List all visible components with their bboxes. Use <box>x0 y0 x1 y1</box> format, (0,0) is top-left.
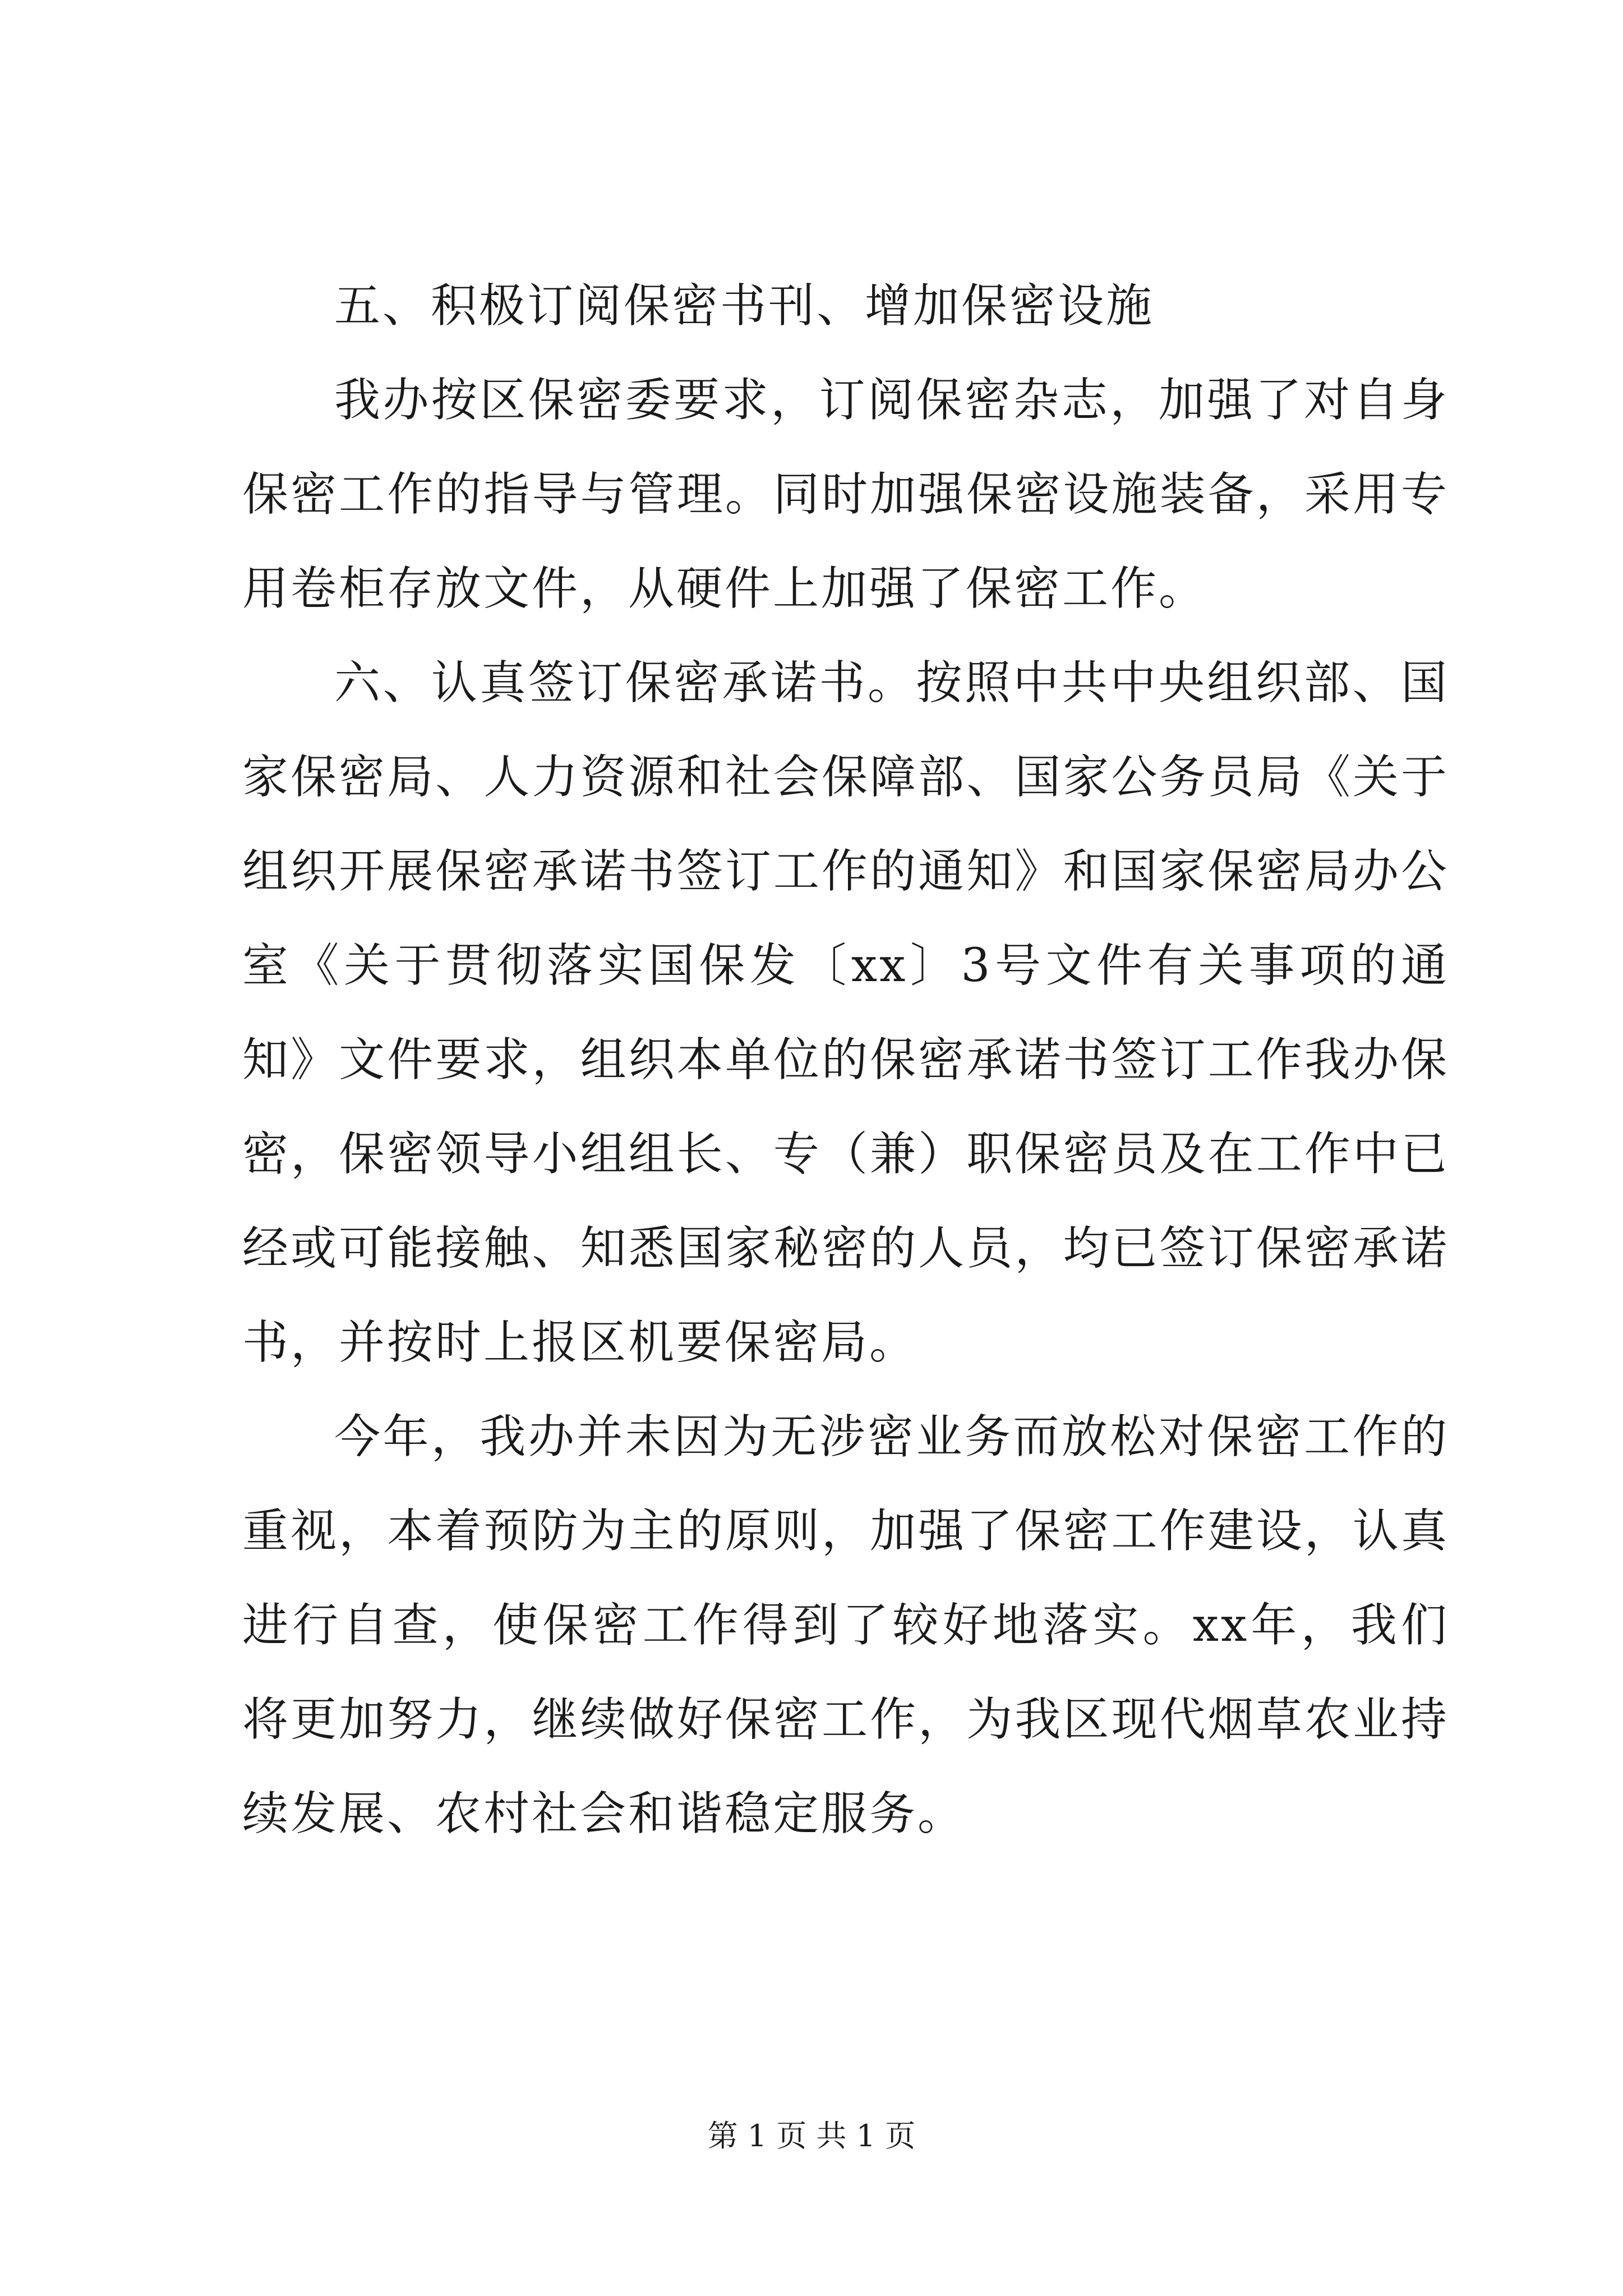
paragraph-commitment: 六、认真签订保密承诺书。按照中共中央组织部、国家保密局、人力资源和社会保障部、国家公务员局《关于组织开展保密承诺书签订工作的通知》和国家保密局办公室《关于贯彻落实国保发〔xx〕3号文件有关事项的通知》文件要求，组织本单位的保密承诺书签订工作我办保密，保密领导小组组长、专（兼）职保密员及在工作中已经或可能接触、知悉国家秘密的人员，均已签订保密承诺书，并按时上报区机要保密局。 <box>242 656 1449 1369</box>
section-heading-five: 五、积极订阅保密书刊、增加保密设施 <box>334 279 1155 333</box>
document-body <box>242 259 1449 1861</box>
paragraph-subscriptions: 我办按区保密委要求，订阅保密杂志，加强了对自身保密工作的指导与管理。同时加强保密设施装备，采用专用卷柜存放文件，从硬件上加强了保密工作。 <box>242 374 1449 615</box>
page-number-footer: 第 1 页 共 1 页 <box>707 2118 916 2154</box>
paragraph-summary: 今年，我办并未因为无涉密业务而放松对保密工作的重视，本着预防为主的原则，加强了保密工作建设，认真进行自查，使保密工作得到了较好地落实。xx年，我们将更加努力，继续做好保密工作，为我区现代烟草农业持续发展、农村社会和谐稳定服务。 <box>242 1410 1449 1841</box>
